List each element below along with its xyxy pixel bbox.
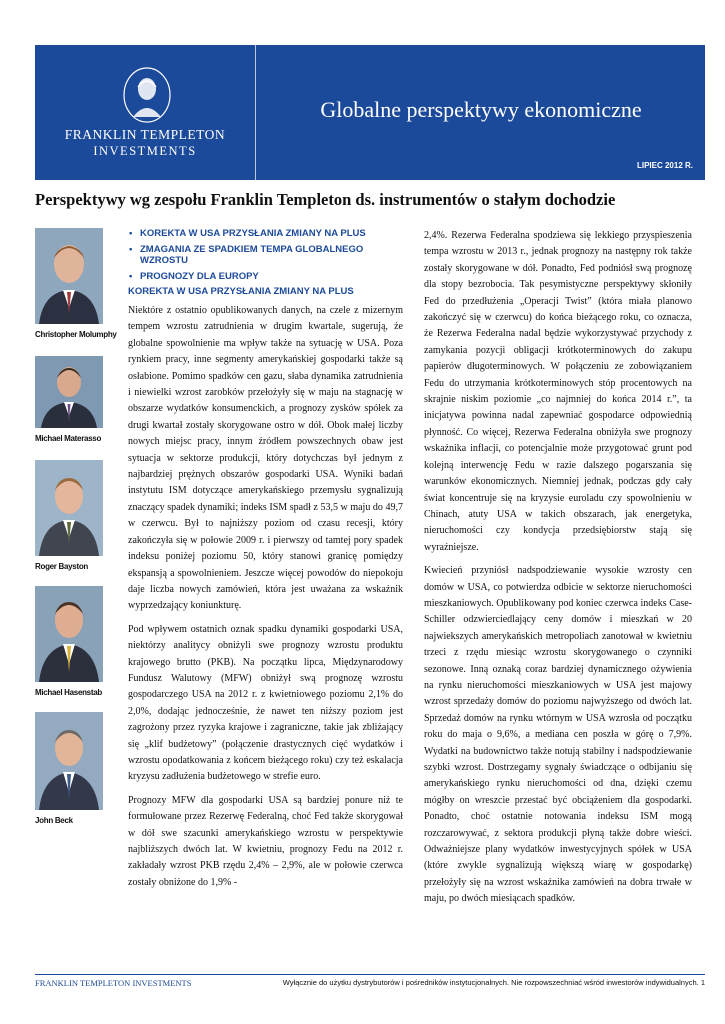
text-column-left — [128, 228, 403, 898]
summary-bullets — [128, 228, 403, 282]
photo-michael-materasso — [35, 356, 103, 428]
franklin-portrait-icon — [123, 67, 171, 123]
person-photo-icon — [35, 712, 103, 810]
photo-caption: Michael Hasenstab — [35, 688, 102, 697]
person-photo-icon — [35, 356, 103, 428]
photo-caption: Roger Bayston — [35, 562, 88, 571]
person-photo-icon — [35, 460, 103, 556]
footer-brand: FRANKLIN TEMPLETON INVESTMENTS — [35, 978, 192, 988]
photo-roger-bayston — [35, 460, 103, 556]
issue-date: LIPIEC 2012 R. — [636, 161, 693, 170]
photo-john-beck — [35, 712, 103, 810]
page-title: Globalne perspektywy ekonomiczne — [320, 97, 642, 122]
photo-christopher-molumphy — [35, 228, 103, 324]
paragraph: Prognozy MFW dla gospodarki USA są bardziej ponure niż te formułowane przez Rezerwę Federalną, choć Fed także skorygował w dół swe szacunki amerykańskiego wzrostu w perspektywie najbliższych dwóch lat. W kwietniu, prognozy Fedu na 2012 r. zakładały wzrost PKB rzędu 2,4% – 2,9%, ale w połowie czerwca zostały obniżone do 1,9% - — [128, 794, 403, 888]
photo-caption: John Beck — [35, 816, 73, 825]
person-photo-icon — [35, 586, 103, 682]
person-photo-icon — [35, 228, 103, 324]
logo — [35, 45, 255, 180]
footer-disclaimer: Wyłącznie do użytku dystrybutorów i pośredników instytucjonalnych. Nie rozpowszechniać wśród inwestorów indywidualnych. 1 — [282, 978, 705, 987]
brand-line2: INVESTMENTS — [93, 144, 197, 158]
brand-line1: FRANKLIN TEMPLETON — [64, 127, 226, 142]
summary-bullet: • PROGNOZY DLA EUROPY — [140, 271, 403, 283]
paragraph: 2,4%. Rezerwa Federalna spodziewa się lekkiego przyspieszenia tempa wzrostu w 2013 r., jednak prognozy na następny rok także zostały skorygowane w dół. Ponadto, Fed podniósł swą prognozę dla stopy bezrobocia. Tak pesymistyczne perspektywy skłoniły Fed do przedłużenia „Operacji Twist” (która miała planowo zakończyć się w czerwcu) do końca bieżącego roku, co oznacza, że Rezerwa Federalna nadal będzie wykorzystywać przychody z zamykania pozycji obligacji krótkoterminowych do zakupu papierów długoterminowych. W połączeniu ze zobowiązaniem Fedu do utrzymania krótkoterminowych stóp procentowych na skrajnie niskim poziomie „co najmniej do końca 2014 r.”, ta inicjatywa powinna nadal zapewniać gospodarce odpowiednią płynność. Co więcej, Rezerwa Federalna obniżyła swe prognozy wskaźnika inflacji, co potencjalnie może przygotować grunt pod kolejną interwencję Fedu w razie dalszego pogarszania się warunków ekonomicznych. Niemniej jednak, podczas gdy cały świat koncentruje się na kryzysie euroladu czy spowolnieniu w Chinach, atuty USA w takich obszarach, jak energetyka, nieruchomości czy kondycja przedsiębiorstw stają się wyraźniejsze. — [424, 230, 692, 553]
paragraph: Pod wpływem ostatnich oznak spadku dynamiki gospodarki USA, niektórzy analitycy obniżyli swe prognozy wzrostu produktu krajowego brutto (PKB). Na początku lipca, Międzynarodowy Fundusz Walutowy (MFW) obniżył swą prognozę wzrostu gospodarczego USA na 2012 r. z kwietniowego poziomu 2,1% do 2,0%, dodając jednocześnie, że nawet ten niższy poziom jest zagrożony przez ryzyka krajowe i zagraniczne, takie jak zbliżający się „klif budżetowy” (połączenie drastycznych cięć wydatków i wzrostu opodatkowania z końcem bieżącego roku) czy też eskalacja kryzysu zadłużenia budżetowego w strefie euro. — [128, 623, 403, 783]
summary-bullet: • ZMAGANIA ZE SPADKIEM TEMPA GLOBALNEGO WZROSTU — [140, 244, 403, 267]
photo-caption: Michael Materasso — [35, 434, 102, 443]
paragraph: Kwiecień przyniósł nadspodziewanie wysokie wzrosty cen domów w USA, co potwierdza odbicie w sektorze nieruchomości mieszkaniowych. Opublikowany pod koniec czerwca indeks Case-Schiller odzwierciedlający ceny domów i mieszkań w 20 najwiekszych amerykańskich metropoliach zanotował w kwietniu trzeci z rzędu miesiąc wzrostu skorygowanego o czynniki sezonowe. Inną oznaką coraz bardziej dynamicznego ożywienia na rynku nieruchomości mieszkaniowych w USA jest majowy wzrost sprzedaży domów do poziomu najwyższego od dwóch lat. Sprzedaż domów na rynku wtórnym w USA wzrosła od początku roku do maja o 9,6%, a mediana cen poszła w górę o 7,9%. Wydatki na budownictwo także notują stabilny i nadspodziewanie szybki wzrost. Dostrzegamy sygnały świadczące o odbijaniu się amerykańskiego rynku nieruchomości od dna, dzięki czemu mógłby on wreszcie przestać być obciążeniem dla gospodarki. Ponadto, choć ostatnie notowania indeksu ISM mogą rozczarowywać, z sektora produkcji płyną także dobre wieści. Odważniejsze plany wydatków inwestycyjnych spółek w USA (które zwykle sygnalizują większą wiarę w gospodarkę) przełożyły się na wzrost wskaźnika zamówień na dobra trwałe w maju, po dwóch miesiącach spadków. — [424, 565, 692, 905]
section-heading: KOREKTA W USA PRZYSŁANIA ZMIANY NA PLUS — [128, 286, 354, 297]
paragraph: Niektóre z ostatnio opublikowanych danych, na czele z mizernym tempem wzrostu zatrudnienia w drugim kwartale, sugerują, że globalne spowolnienie ma wpływ także na sytuację w USA. Poza rynkiem pracy, inne segmenty amerykańskiej gospodarki także są osłabione. Pomimo spadków cen gazu, słaba dynamika zatrudnienia i niewielki wzrost zarobków przełożyły się w maju na stagnację w obszarze wydatków konsumenckich, a prognozy zysków spółek za drugi kwartał zostały skorygowane ostro w dół. Obok małej liczby nowych miejsc pracy, innym źródłem powszechnych obaw jest sytuacja w sektorze produkcji, który dotychczas był jednym z najbardziej prężnych obszarów gospodarki USA. Wyniki badań instytutu ISM dotyczące amerykańskiego przemysłu sygnalizują znaczący spadek dynamiki; indeks ISM spadł z 53,5 w maju do 49,7 w czerwcu. Był to najniższy poziom od czasu recesji, który zakończyła się w połowie 2009 r. i pierwszy od tamtej pory spadek indeksu poniżej poziomu 50, który stanowi granicę pomiędzy ekspansją a spowolnieniem. Jeszcze więcej powodów do niepokoju daje liczba nowych zamówień, która jest uważana za wskaźnik wyprzedzający koniunkturę. — [128, 305, 403, 612]
footer-divider — [35, 974, 705, 975]
banner-divider — [255, 45, 256, 180]
photo-caption: Christopher Molumphy — [35, 330, 117, 339]
article-title: Perspektywy wg zespołu Franklin Templeton ds. instrumentów o stałym dochodzie — [35, 190, 616, 209]
header-banner — [35, 45, 705, 180]
photo-michael-hasenstab — [35, 586, 103, 682]
summary-bullet: • KOREKTA W USA PRZYSŁANIA ZMIANY NA PLUS — [140, 228, 403, 240]
text-column-right — [424, 228, 692, 915]
